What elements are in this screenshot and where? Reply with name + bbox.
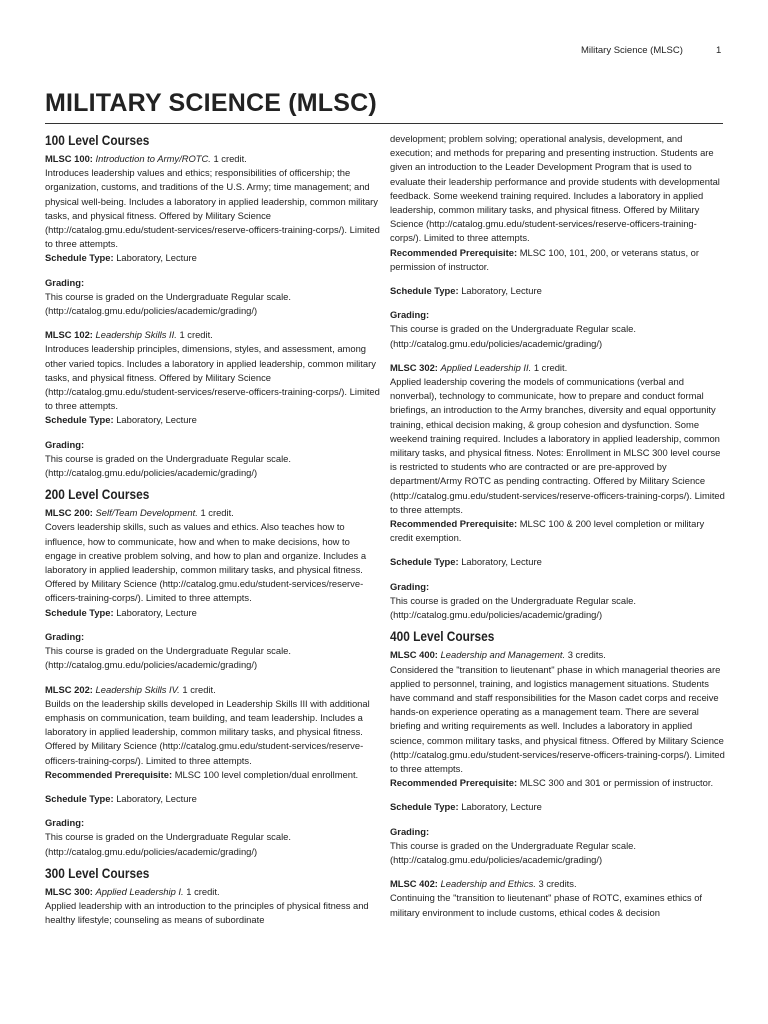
schedule-type-line [390, 284, 725, 298]
schedule-type-value: Laboratory, Lecture [461, 556, 542, 568]
grading-label: Grading: [390, 309, 430, 321]
grading-label: Grading: [390, 580, 430, 592]
grading-text: This course is graded on the Undergraduate Regular scale. (http://catalog.gmu.edu/policies/academic/grading/) [45, 452, 291, 479]
running-header-title: Military Science (MLSC) [581, 45, 683, 56]
course-mlsc-402 [390, 877, 725, 920]
prerequisite-line [390, 776, 725, 790]
schedule-type-line [390, 555, 725, 569]
schedule-type-label: Schedule Type: [45, 414, 114, 426]
course-credits: 1 credit. [186, 885, 220, 897]
course-mlsc-202 [45, 683, 380, 859]
prerequisite-line [390, 517, 725, 545]
grading-text: This course is graded on the Undergraduate Regular scale. (http://catalog.gmu.edu/policies/academic/grading/) [45, 290, 291, 317]
course-code: MLSC 302: [390, 361, 438, 373]
schedule-type-value: Laboratory, Lecture [116, 252, 197, 264]
course-credits: 1 credit. [179, 329, 213, 341]
grading-label: Grading: [45, 817, 85, 829]
prerequisite-line [390, 246, 725, 274]
grading-text: This course is graded on the Undergraduate Regular scale. (http://catalog.gmu.edu/policies/academic/grading/) [45, 831, 291, 857]
schedule-type-value: Laboratory, Lecture [116, 606, 197, 618]
course-description: Applied leadership covering the models of communications (verbal and nonverbal), technology to communicate, how to prepare and conduct formal briefings, an introduction to the Army branches, diversity and equal opportunity training, ethical decision making, & group cohesion and dysfunction. Some weekend training required. Includes a laboratory in applied leadership, common military tasks, and physical fitness. Notes: Enrollment in MLSC 300 level course is restricted to students who are contracted or are pre-approved by department/Army ROTC as pending contracting. Offered by Military Science (http://catalog.gmu.edu/student-services/reserve-officers-training-corps/). Limited to three attempts. [390, 376, 725, 515]
course-name: Leadership and Management. [440, 649, 566, 661]
course-title-line [390, 877, 725, 891]
prerequisite-value: MLSC 300 and 301 or permission of instructor. [519, 777, 714, 789]
prerequisite-value: MLSC 100, 101, 200, or veterans status, or permission of instructor. [390, 246, 699, 272]
schedule-type-value: Laboratory, Lecture [116, 414, 197, 426]
schedule-type-label: Schedule Type: [390, 556, 459, 568]
course-mlsc-102 [45, 328, 380, 480]
course-description: Considered the "transition to lieutenant" phase in which managerial theories are applied to personnel, training, and logistics management situations. Students have command and staff responsibilities for the Mason cadet corps and receive hands-on experience operating as a management team. There are several briefing and writing requirements as well. Includes a laboratory in applied science, common military tasks, and physical fitness. Offered by Military Science (http://catalog.gmu.edu/student-services/reserve-officers-training-corps/). Limited to three attempts. [390, 663, 725, 774]
course-credits: 3 credits. [567, 649, 606, 661]
course-description: development; problem solving; operational analysis, development, and execution; and methods for preparing and presenting instruction. Students are given an introduction to the Leader Development Program that is used to evaluate their leadership performance and provide students with developmental feedback. Some weekend training required. Includes a laboratory in applied leadership, common military tasks, and physical fitness. Offered by Military Science (http://catalog.gmu.edu/student-services/reserve-officers-training-corps/). Limited to three attempts. [390, 133, 720, 244]
section-heading-400: 400 Level Courses [390, 629, 495, 645]
course-description: Applied leadership with an introduction to the principles of physical fitness and healthy lifestyle; counseling as means of subordinate [45, 899, 369, 926]
grading-label: Grading: [45, 276, 85, 288]
schedule-type-label: Schedule Type: [390, 285, 459, 297]
course-name: Self/Team Development. [95, 507, 198, 519]
prerequisite-label: Recommended Prerequisite: [390, 246, 518, 258]
section-heading-100: 100 Level Courses [45, 133, 150, 148]
course-title-line [45, 152, 380, 166]
grading-label: Grading: [45, 630, 85, 642]
course-description: Introduces leadership values and ethics; responsibilities of officership; the organization, customs, and traditions of the U.S. Army; time management; and physical well-being. Includes a laboratory in applied leadership, common military tasks, and physical fitness. Offered by Military Science (http://catalog.gmu.edu/student-services/reserve-officers-training-corps/). Limited to three attempts. [45, 167, 380, 250]
grading-text: This course is graded on the Undergraduate Regular scale. (http://catalog.gmu.edu/policies/academic/grading/) [390, 839, 636, 865]
schedule-type-value: Laboratory, Lecture [461, 801, 542, 813]
schedule-type-line [45, 606, 380, 620]
course-mlsc-200 [45, 506, 380, 672]
running-header [0, 45, 768, 59]
course-description: Builds on the leadership skills developed in Leadership Skills III with additional emphasis on communication, team building, and team leadership. Includes a laboratory in applied leadership, common military tasks, and physical fitness. Offered by Military Science (http://catalog.gmu.edu/student-services/reserve-officers-training-corps/). Limited to three attempts. [45, 697, 370, 766]
course-title-line [45, 328, 380, 342]
course-code: MLSC 200: [45, 507, 93, 519]
course-mlsc-100 [45, 152, 380, 318]
prerequisite-label: Recommended Prerequisite: [390, 518, 518, 530]
course-mlsc-300 [45, 885, 380, 928]
course-description: Continuing the "transition to lieutenant" phase of ROTC, examines ethics of military environment to include customs, ethical codes & decision [390, 892, 703, 918]
course-mlsc-400 [390, 648, 725, 867]
schedule-type-label: Schedule Type: [45, 252, 114, 264]
page-title: MILITARY SCIENCE (MLSC) [45, 89, 377, 117]
schedule-type-label: Schedule Type: [45, 606, 114, 618]
course-credits: 3 credits. [538, 878, 577, 890]
course-title-line [45, 683, 380, 697]
prerequisite-value: MLSC 100 & 200 level completion or military credit exemption. [390, 518, 705, 544]
course-credits: 1 credit. [182, 683, 216, 695]
course-code: MLSC 400: [390, 649, 438, 661]
course-name: Leadership Skills IV. [95, 683, 180, 695]
course-name: Applied Leadership I. [95, 885, 184, 897]
prerequisite-line [45, 768, 380, 782]
course-title-line [45, 506, 380, 520]
left-column [45, 132, 380, 927]
schedule-type-value: Laboratory, Lecture [116, 792, 197, 804]
prerequisite-label: Recommended Prerequisite: [390, 777, 518, 789]
course-title-line [45, 885, 380, 899]
section-heading-200: 200 Level Courses [45, 487, 150, 503]
course-credits: 1 credit. [200, 507, 234, 519]
prerequisite-label: Recommended Prerequisite: [45, 768, 173, 780]
page-number: 1 [716, 45, 722, 56]
grading-label: Grading: [390, 825, 430, 837]
schedule-type-line [45, 792, 380, 806]
course-name: Leadership Skills II. [95, 329, 177, 341]
course-description: Covers leadership skills, such as values and ethics. Also teaches how to influence, how to communicate, how and when to make decisions, how to engage in creative problem solving, and how to plan and organize. Includes a laboratory in applied leadership, common military tasks, and physical fitness. Offered by Military Science (http://catalog.gmu.edu/student-services/reserve-officers-training-corps/). Limited to three attempts. [45, 521, 367, 604]
schedule-type-line [45, 251, 380, 265]
schedule-type-value: Laboratory, Lecture [461, 285, 542, 297]
prerequisite-value: MLSC 100 level completion/dual enrollment. [174, 768, 359, 780]
schedule-type-line [390, 800, 725, 814]
course-code: MLSC 202: [45, 683, 93, 695]
course-code: MLSC 100: [45, 153, 93, 164]
grading-text: This course is graded on the Undergraduate Regular scale. (http://catalog.gmu.edu/policies/academic/grading/) [390, 323, 636, 349]
title-divider [45, 123, 723, 124]
schedule-type-label: Schedule Type: [390, 801, 459, 813]
schedule-type-line [45, 413, 380, 427]
section-heading-300: 300 Level Courses [45, 865, 150, 881]
grading-label: Grading: [45, 438, 85, 450]
grading-text: This course is graded on the Undergraduate Regular scale. (http://catalog.gmu.edu/policies/academic/grading/) [45, 645, 291, 671]
schedule-type-label: Schedule Type: [45, 792, 114, 804]
course-name: Introduction to Army/ROTC. [95, 153, 211, 164]
grading-text: This course is graded on the Undergraduate Regular scale. (http://catalog.gmu.edu/policies/academic/grading/) [390, 594, 636, 621]
course-code: MLSC 102: [45, 329, 93, 341]
right-column [390, 132, 725, 920]
course-code: MLSC 300: [45, 885, 93, 897]
course-name: Applied Leadership II. [440, 361, 532, 373]
course-code: MLSC 402: [390, 878, 438, 890]
course-credits: 1 credit. [533, 361, 568, 373]
course-title-line [390, 648, 725, 662]
course-description: Introduces leadership principles, dimensions, styles, and assessment, among other varied topics. Includes a laboratory in applied leadership, common military tasks, and physical fitness. Offered by Military Science (http://catalog.gmu.edu/student-services/reserve-officers-training-corps/). Limited to three attempts. [45, 343, 380, 412]
course-credits: 1 credit. [213, 153, 247, 164]
course-title-line [390, 361, 725, 375]
course-name: Leadership and Ethics. [440, 878, 536, 890]
course-mlsc-302 [390, 361, 725, 622]
course-mlsc-300-continued [390, 132, 725, 351]
